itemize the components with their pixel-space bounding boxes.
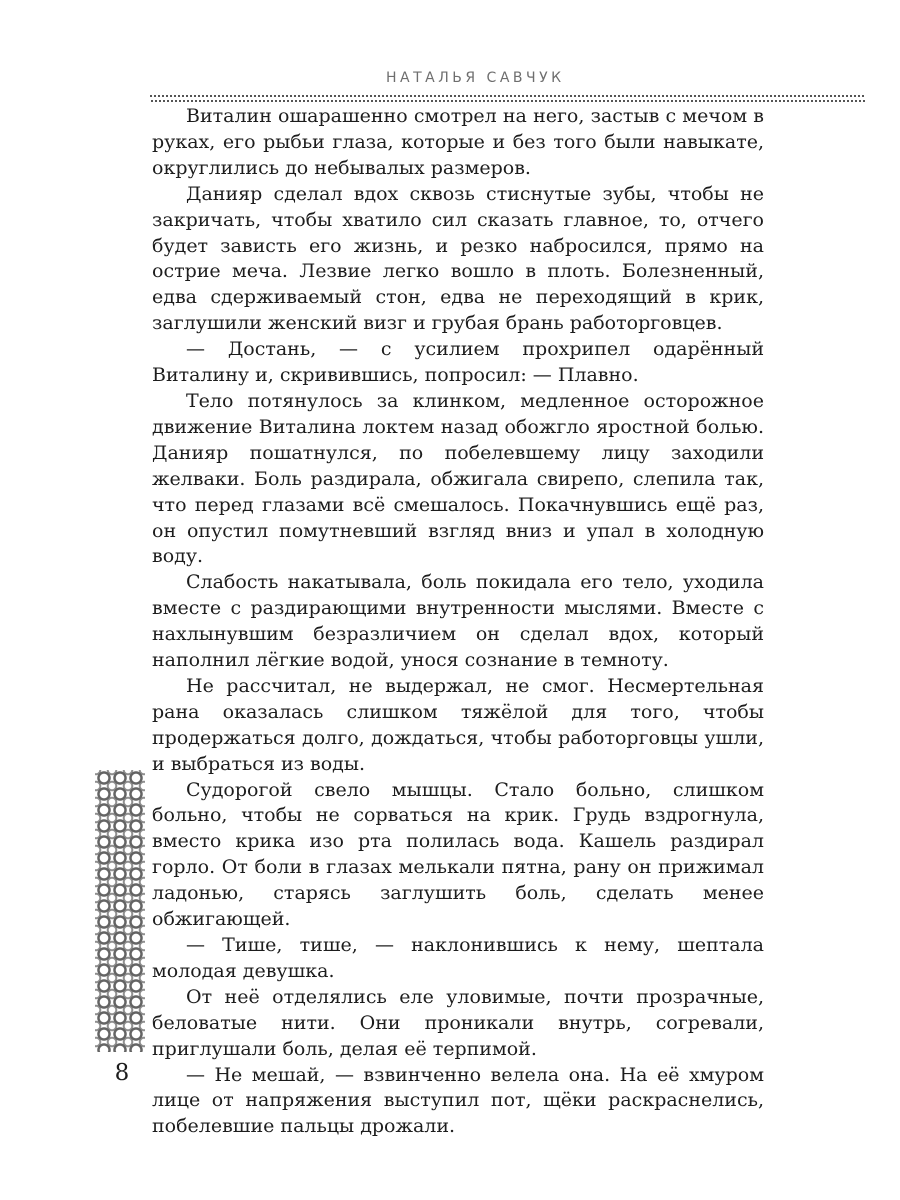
body-text [152,104,764,1140]
paragraph: — Не мешай, — взвинченно велела она. На её хмуром лице от напряжения выступил пот, щёки раскраснелись, побелевшие пальцы дрожали. [152,1063,764,1138]
paragraph: Тело потянулось за клинком, медленное осторожное движение Виталина локтем назад обожгло яростной болью. Данияр пошатнулся, по побелевшему лицу заходили желваки. Боль раздирала, обжигала свирепо, слепила так, что перед глазами всё смешалось. Покачнувшись ещё раз, он опустил помутневший взгляд вниз и упал в холодную воду. [152,389,764,568]
paragraph: Судорогой свело мышцы. Стало больно, слишком больно, чтобы не сорваться на крик. Грудь вздрогнула, вместо крика изо рта полилась вода. Кашель раздирал горло. От боли в глазах мелькали пятна, рану он прижимал ладонью, старясь заглушить боль, сделать менее обжигающей. [152,778,764,931]
paragraph: Слабость накатывала, боль покидала его тело, уходила вместе с раздирающими внутренности мыслями. Вместе с нахлынувшим безразличием он сделал вдох, который наполнил лёгкие водой, унося сознание в темноту. [152,571,764,672]
paragraph: Виталин ошарашенно смотрел на него, застыв с мечом в руках, его рыбьи глаза, которые и без того были навыкате, округлились до небывалых размеров. [152,105,764,179]
author-name: НАТАЛЬЯ САВЧУК [386,70,565,86]
header-ornamental-rule [150,95,866,102]
page-number: 8 [114,1060,130,1086]
celtic-knot-border-icon [95,770,145,1052]
paragraph: — Достань, — с усилием прохрипел одарённый Виталину и, скривившись, попросил: — Плавно. [152,338,764,387]
paragraph: — Тише, тише, — наклонившись к нему, шептала молодая девушка. [152,934,764,982]
paragraph: Не рассчитал, не выдержал, не смог. Несмертельная рана оказалась слишком тяжёлой для того, чтобы продержаться долго, дождаться, чтобы работорговцы ушли, и выбраться из воды. [152,674,764,775]
paragraph: От неё отделялись еле уловимые, почти прозрачные, беловатые нити. Они проникали внутрь, согревали, приглушали боль, делая её терпимой. [152,985,764,1060]
paragraph: Данияр сделал вдох сквозь стиснутые зубы, чтобы не закричать, чтобы хватило сил сказать главное, то, отчего будет зависть его жизнь, и резко набросился, прямо на острие меча. Лезвие легко вошло в плоть. Болезненный, едва сдерживаемый стон, едва не переходящий в крик, заглушили женский визг и грубая брань работорговцев. [152,182,764,335]
